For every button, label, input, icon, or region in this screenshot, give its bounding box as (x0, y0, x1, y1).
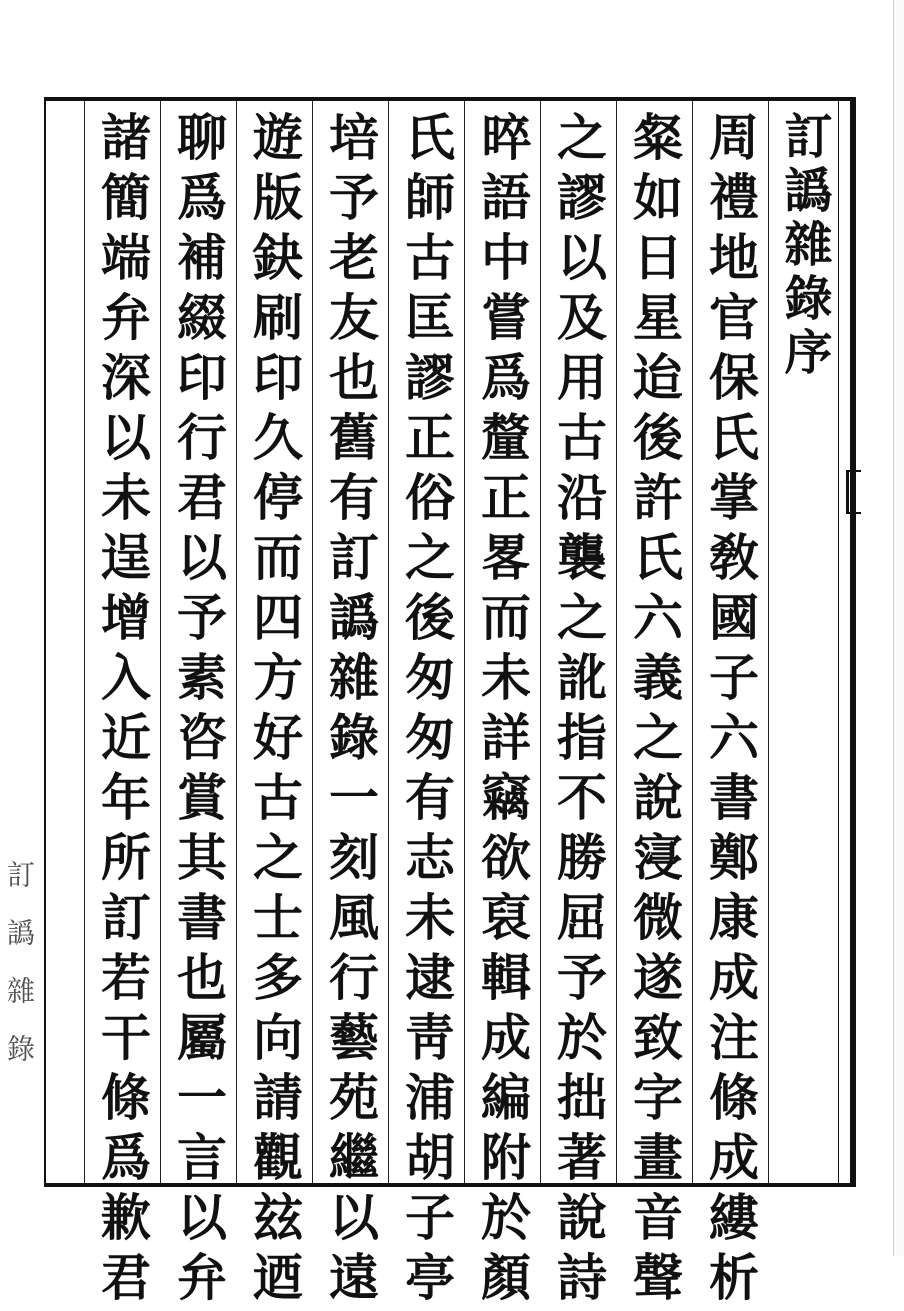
preface-title-text: 訂譌雜錄序 (776, 111, 832, 381)
column-rule (540, 101, 541, 1183)
column-rule (312, 101, 313, 1183)
column-text: 諸簡端弁深以未逞增入近年所訂若干條爲歉君 (93, 111, 152, 1311)
column-text: 培予老友也舊有訂譌雜錄一刻風行藝苑繼以遠 (321, 111, 380, 1311)
text-column-3 (547, 111, 609, 1311)
column-text: 晬語中嘗爲釐正畧而未詳竊欲裒輯成編附於顏 (473, 111, 532, 1311)
column-text: 遊版鈌刷印久停而四方好古之士多向請觀玆迺 (245, 111, 304, 1311)
text-column-8 (167, 111, 229, 1311)
margin-label-text: 訂譌雜錄 (3, 860, 36, 1092)
frame-inner-rule (838, 101, 839, 1183)
text-column-6 (319, 111, 381, 1311)
column-text: 聊爲補綴印行君以予素咨賞其書也屬一言以弁 (169, 111, 228, 1311)
text-column-2 (623, 111, 685, 1311)
column-text: 粲如日星迨後許氏六義之說寖微遂致字畫音聲 (625, 111, 684, 1311)
preface-title (773, 111, 835, 1177)
column-rule (692, 101, 693, 1183)
text-column-4 (471, 111, 533, 1311)
text-column-1 (699, 111, 761, 1311)
column-rule (160, 101, 161, 1183)
text-column-9 (91, 111, 153, 1311)
fold-mark (846, 470, 861, 514)
text-column-7 (243, 111, 305, 1311)
page-gutter (893, 0, 904, 1256)
column-rule (388, 101, 389, 1183)
column-rule (236, 101, 237, 1183)
text-column-5 (395, 111, 457, 1311)
column-rule (464, 101, 465, 1183)
column-text: 氏師古匡謬正俗之後匆匆有志未逮靑浦胡子亭 (397, 111, 456, 1311)
column-rule (616, 101, 617, 1183)
column-rule (84, 101, 85, 1183)
text-frame (44, 97, 856, 1311)
column-text: 之謬以及用古沿襲之訛指不勝屈予於拙著說詩 (549, 111, 608, 1311)
column-text: 周禮地官保氏掌敎國子六書鄭康成注條成縷析 (701, 111, 760, 1311)
column-rule (768, 101, 769, 1183)
outer-margin-label (3, 860, 44, 1190)
